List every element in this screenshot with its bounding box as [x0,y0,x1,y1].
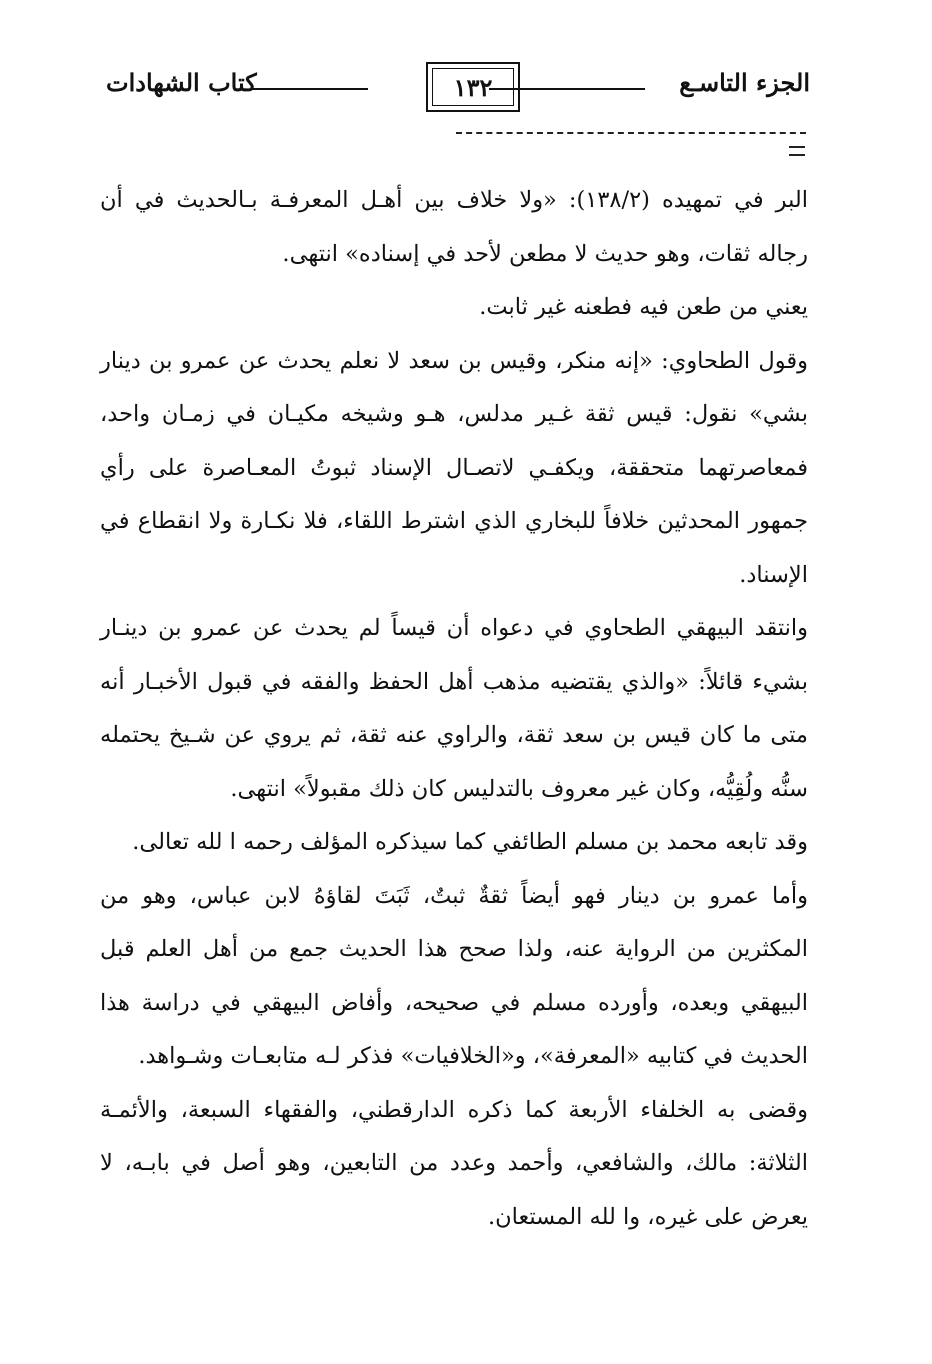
page-number-box [426,62,520,112]
header-rule-left [250,88,368,90]
main-text [100,174,808,1244]
paragraph: البر في تمهيده (١٣٨/٢): «ولا خلاف بين أهـل المعرفـة بـالحديث في أن رجاله ثقات، وهو حديث لا مطعن لأحد في إسناده» انتهى. [100,187,808,267]
paragraph: وقضى به الخلفاء الأربعة كما ذكره الدارقطني، والفقهاء السبعة، والأئمـة الثلاثة: مالك، والشافعي، وأحمد وعدد من التابعين، وهو أصل في بابـه، لا يعرض على غيره، وا لله المستعان. [100,1096,808,1230]
dashed-divider [456,132,806,134]
paragraph: يعني من طعن فيه فطعنه غير ثابت. [479,294,808,320]
book-title: كتاب الشهادات [106,68,257,97]
page-number: ١٣٢ [432,68,514,106]
paragraph: وقد تابعه محمد بن مسلم الطائفي كما سيذكره المؤلف رحمه ا لله تعالى. [132,829,808,855]
paragraph: وانتقد البيهقي الطحاوي في دعواه أن قيساً لم يحدث عن عمرو بن دينـار بشيء قائلاً: «والذي يقتضيه مذهب أهل الحفظ والفقه في قبول الأخبـار أنه متى ما كان قيس بن سعد ثقة، والراوي عنه ثقة، ثم يروي عن شـيخ يحتمله سنُّه ولُقِيُّه، وكان غير معروف بالتدليس كان ذلك مقبولاً» انتهى. [100,615,808,802]
equal-sign-divider [789,146,805,156]
volume-label: الجزء التاسـع [679,68,810,97]
paragraph: وأما عمرو بن دينار فهو أيضاً ثقةٌ ثبتٌ، ثَبَتَ لقاؤهُ لابن عباس، وهو من المكثرين من الرواية عنه، ولذا صحح هذا الحديث جمع من أهل العلم قبل البيهقي وبعده، وأورده مسلم في صحيحه، وأفاض البيهقي في دراسة هذا الحديث في كتابيه «المعرفة»، و«الخلافيات» فذكر لـه متابعـات وشـواهد. [100,882,808,1069]
running-header [100,62,810,118]
paragraph: وقول الطحاوي: «إنه منكر، وقيس بن سعد لا نعلم يحدث عن عمرو بن دينار بشي» نقول: قيس ثقة غـير مدلس، هـو وشيخه مكيـان في زمـان واحد، فمعاصرتهما متحققة، ويكفـي لاتصـال الإسناد ثبوتُ المعـاصرة على رأي جمهور المحدثين خلافاً للبخاري الذي اشترط اللقاء، فلا نكـارة ولا انقطاع في الإسناد. [100,347,808,588]
